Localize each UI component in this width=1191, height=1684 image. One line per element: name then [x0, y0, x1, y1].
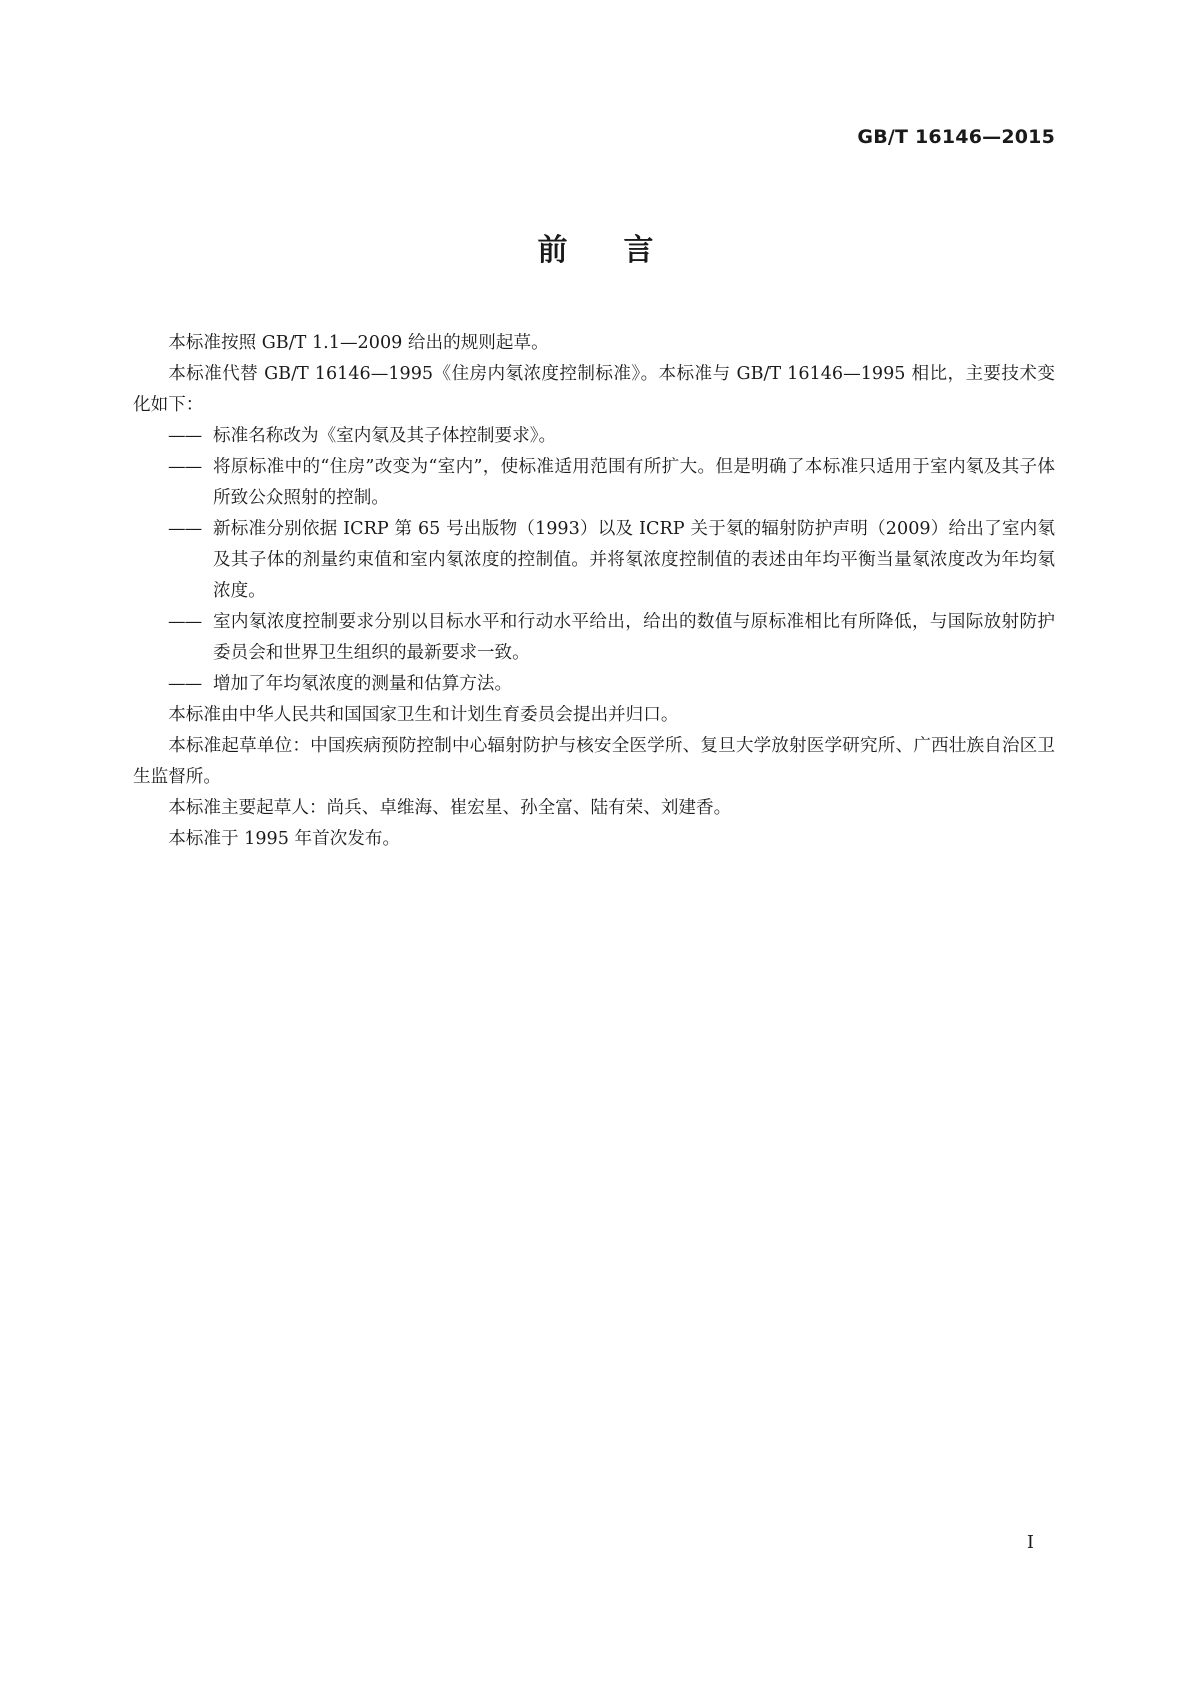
page-title: [0, 225, 1191, 269]
changes-list: [133, 421, 1055, 700]
list-item-text: 新标准分别依据 ICRP 第 65 号出版物（1993）以及 ICRP 关于氡的辐射防护声明（2009）给出了室内氡及其子体的剂量约束值和室内氡浓度的控制值。并将氡浓度控制值的表述由年均平衡当量氡浓度改为年均氡浓度。: [213, 519, 1055, 601]
foreword-body: [133, 328, 1055, 855]
title-part-2: 言: [623, 233, 654, 268]
list-item-text: 室内氡浓度控制要求分别以目标水平和行动水平给出，给出的数值与原标准相比有所降低，与国际放射防护委员会和世界卫生组织的最新要求一致。: [213, 612, 1055, 663]
paragraph-replacement: 本标准代替 GB/T 16146—1995《住房内氡浓度控制标准》。本标准与 GB/T 16146—1995 相比，主要技术变化如下：: [133, 364, 1055, 415]
paragraph-drafters: 本标准主要起草人：尚兵、卓维海、崔宏星、孙全富、陆有荣、刘建香。: [168, 798, 732, 818]
list-item: [133, 452, 1055, 514]
list-item-text: 增加了年均氡浓度的测量和估算方法。: [213, 674, 513, 694]
standard-code: GB/T 16146—2015: [857, 126, 1055, 148]
list-item: [133, 514, 1055, 607]
paragraph-proposer: 本标准由中华人民共和国国家卫生和计划生育委员会提出并归口。: [168, 705, 679, 725]
list-item: [133, 669, 1055, 700]
list-item: [133, 421, 1055, 452]
dash-marker: ——: [168, 457, 202, 477]
paragraph-drafting-units: 本标准起草单位：中国疾病预防控制中心辐射防护与核安全医学所、复旦大学放射医学研究所、广西壮族自治区卫生监督所。: [133, 736, 1055, 787]
page-number: I: [1026, 1532, 1034, 1553]
dash-marker: ——: [168, 426, 202, 446]
dash-marker: ——: [168, 612, 202, 632]
dash-marker: ——: [168, 519, 202, 539]
dash-marker: ——: [168, 674, 202, 694]
list-item-text: 标准名称改为《室内氡及其子体控制要求》。: [213, 426, 557, 446]
title-part-1: 前: [537, 233, 568, 268]
list-item-text: 将原标准中的“住房”改变为“室内”，使标准适用范围有所扩大。但是明确了本标准只适用于室内氡及其子体所致公众照射的控制。: [213, 457, 1055, 508]
paragraph-first-release: 本标准于 1995 年首次发布。: [168, 829, 401, 849]
paragraph-drafting-rules: 本标准按照 GB/T 1.1—2009 给出的规则起草。: [168, 333, 549, 353]
list-item: [133, 607, 1055, 669]
